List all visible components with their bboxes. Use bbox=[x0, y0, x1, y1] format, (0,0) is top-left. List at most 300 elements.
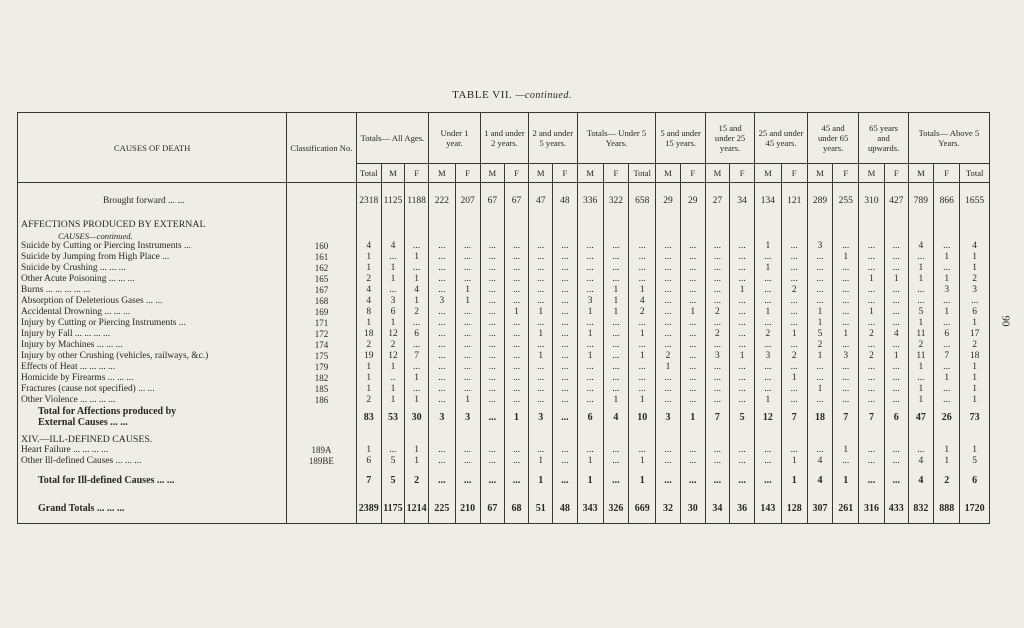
value-cell: ... bbox=[529, 274, 553, 285]
value-cell: ... bbox=[781, 395, 807, 406]
header-sub: M bbox=[480, 164, 504, 183]
value-cell: ... bbox=[833, 373, 859, 384]
value-cell: 18 bbox=[960, 351, 990, 362]
value-cell: ... bbox=[504, 285, 528, 296]
value-cell: ... bbox=[884, 340, 908, 351]
value-cell: ... bbox=[884, 467, 908, 493]
header-sub: M bbox=[429, 164, 455, 183]
value-cell: ... bbox=[529, 318, 553, 329]
value-cell: 11 bbox=[908, 351, 933, 362]
value-cell: ... bbox=[781, 340, 807, 351]
value-cell: 1 bbox=[934, 445, 960, 456]
header-causes: CAUSES OF DEATH bbox=[18, 113, 287, 183]
value-cell: ... bbox=[656, 329, 680, 340]
classification-no bbox=[287, 406, 356, 428]
value-cell: ... bbox=[833, 362, 859, 373]
value-cell: ... bbox=[429, 263, 455, 274]
value-cell: ... bbox=[577, 362, 603, 373]
value-cell: ... bbox=[755, 318, 781, 329]
value-cell: ... bbox=[629, 318, 656, 329]
value-cell: ... bbox=[755, 456, 781, 467]
value-cell bbox=[553, 230, 577, 241]
value-cell: ... bbox=[504, 445, 528, 456]
value-cell: 7 bbox=[833, 406, 859, 428]
value-cell: 261 bbox=[833, 493, 859, 524]
header-sub: F bbox=[781, 164, 807, 183]
value-cell: 5 bbox=[960, 456, 990, 467]
value-cell: ... bbox=[807, 395, 832, 406]
value-cell: 29 bbox=[680, 189, 705, 213]
value-cell: 4 bbox=[807, 456, 832, 467]
value-cell: 7 bbox=[781, 406, 807, 428]
value-cell: 26 bbox=[934, 406, 960, 428]
value-cell: ... bbox=[705, 445, 729, 456]
value-cell: 67 bbox=[480, 189, 504, 213]
value-cell: 1 bbox=[960, 318, 990, 329]
value-cell: ... bbox=[455, 384, 480, 395]
value-cell: ... bbox=[429, 274, 455, 285]
value-cell: ... bbox=[480, 285, 504, 296]
value-cell: ... bbox=[755, 373, 781, 384]
value-cell bbox=[833, 230, 859, 241]
value-cell: 1 bbox=[381, 395, 404, 406]
value-cell: ... bbox=[656, 274, 680, 285]
cause-label: Suicide by Jumping from High Place ... bbox=[18, 252, 287, 263]
cause-label: Other Acute Poisoning ... ... ... bbox=[18, 274, 287, 285]
value-cell: ... bbox=[781, 296, 807, 307]
value-cell: ... bbox=[934, 362, 960, 373]
value-cell: 207 bbox=[455, 189, 480, 213]
value-cell bbox=[629, 230, 656, 241]
value-cell: ... bbox=[730, 296, 755, 307]
table-row bbox=[18, 307, 990, 318]
value-cell: 1 bbox=[577, 467, 603, 493]
value-cell: ... bbox=[577, 285, 603, 296]
value-cell: 67 bbox=[480, 493, 504, 524]
value-cell: ... bbox=[629, 241, 656, 252]
classification-no: 175 bbox=[287, 351, 356, 362]
value-cell: ... bbox=[603, 467, 628, 493]
value-cell: ... bbox=[381, 252, 404, 263]
value-cell: 1 bbox=[381, 274, 404, 285]
value-cell: ... bbox=[553, 274, 577, 285]
classification-no: 162 bbox=[287, 263, 356, 274]
value-cell: 2 bbox=[405, 467, 429, 493]
value-cell: ... bbox=[781, 445, 807, 456]
value-cell: ... bbox=[504, 274, 528, 285]
value-cell: 3 bbox=[807, 241, 832, 252]
value-cell: ... bbox=[859, 456, 884, 467]
value-cell bbox=[553, 219, 577, 230]
value-cell: 1 bbox=[755, 395, 781, 406]
value-cell: ... bbox=[934, 296, 960, 307]
value-cell: ... bbox=[577, 445, 603, 456]
value-cell: ... bbox=[859, 340, 884, 351]
value-cell: 4 bbox=[884, 329, 908, 340]
value-cell: 34 bbox=[730, 189, 755, 213]
value-cell: ... bbox=[934, 395, 960, 406]
table-row bbox=[18, 384, 990, 395]
value-cell: ... bbox=[529, 362, 553, 373]
value-cell: ... bbox=[680, 351, 705, 362]
value-cell: ... bbox=[553, 362, 577, 373]
value-cell: ... bbox=[859, 373, 884, 384]
value-cell: ... bbox=[504, 340, 528, 351]
value-cell: ... bbox=[730, 307, 755, 318]
value-cell: ... bbox=[603, 252, 628, 263]
value-cell: 1 bbox=[934, 373, 960, 384]
classification-no bbox=[287, 189, 356, 213]
value-cell: 17 bbox=[960, 329, 990, 340]
value-cell: 6 bbox=[960, 467, 990, 493]
value-cell: 30 bbox=[680, 493, 705, 524]
value-cell: ... bbox=[480, 241, 504, 252]
value-cell bbox=[455, 434, 480, 445]
value-cell: 2 bbox=[807, 340, 832, 351]
value-cell: ... bbox=[405, 318, 429, 329]
value-cell: ... bbox=[680, 373, 705, 384]
value-cell: 1 bbox=[908, 318, 933, 329]
cause-label: Injury by Cutting or Piercing Instruments ... bbox=[18, 318, 287, 329]
value-cell: 67 bbox=[504, 189, 528, 213]
value-cell: ... bbox=[730, 263, 755, 274]
value-cell: ... bbox=[577, 252, 603, 263]
value-cell: ... bbox=[755, 362, 781, 373]
value-cell: ... bbox=[833, 263, 859, 274]
value-cell: 7 bbox=[405, 351, 429, 362]
value-cell bbox=[504, 434, 528, 445]
value-cell: ... bbox=[480, 252, 504, 263]
classification-no bbox=[287, 434, 356, 445]
value-cell: ... bbox=[480, 456, 504, 467]
header-sub: M bbox=[755, 164, 781, 183]
value-cell bbox=[807, 219, 832, 230]
value-cell bbox=[781, 434, 807, 445]
value-cell: 1 bbox=[781, 456, 807, 467]
value-cell: ... bbox=[755, 252, 781, 263]
table-row bbox=[18, 340, 990, 351]
value-cell: 1 bbox=[405, 395, 429, 406]
value-cell bbox=[480, 230, 504, 241]
value-cell: ... bbox=[429, 351, 455, 362]
value-cell: ... bbox=[884, 263, 908, 274]
value-cell: ... bbox=[730, 456, 755, 467]
value-cell: ... bbox=[603, 351, 628, 362]
value-cell: ... bbox=[529, 384, 553, 395]
value-cell: 6 bbox=[884, 406, 908, 428]
value-cell: 1 bbox=[884, 274, 908, 285]
value-cell: 5 bbox=[730, 406, 755, 428]
value-cell bbox=[730, 434, 755, 445]
value-cell: ... bbox=[755, 296, 781, 307]
cause-label bbox=[18, 406, 287, 428]
value-cell: ... bbox=[480, 406, 504, 428]
value-cell: 6 bbox=[934, 329, 960, 340]
value-cell: ... bbox=[705, 373, 729, 384]
value-cell: 1 bbox=[781, 329, 807, 340]
value-cell: ... bbox=[730, 395, 755, 406]
value-cell: ... bbox=[577, 241, 603, 252]
value-cell: ... bbox=[884, 307, 908, 318]
header-group: Totals— Under 5 Years. bbox=[577, 113, 656, 164]
value-cell bbox=[960, 230, 990, 241]
value-cell: 7 bbox=[705, 406, 729, 428]
value-cell bbox=[656, 434, 680, 445]
header-sub: F bbox=[730, 164, 755, 183]
value-cell: 669 bbox=[629, 493, 656, 524]
value-cell: ... bbox=[705, 252, 729, 263]
value-cell: 1 bbox=[455, 285, 480, 296]
value-cell: ... bbox=[656, 395, 680, 406]
cause-label: AFFECTIONS PRODUCED BY EXTERNAL bbox=[18, 219, 287, 230]
value-cell: ... bbox=[859, 318, 884, 329]
value-cell: 1 bbox=[960, 373, 990, 384]
header-sub: F bbox=[884, 164, 908, 183]
value-cell: 2 bbox=[859, 329, 884, 340]
value-cell: 3 bbox=[656, 406, 680, 428]
value-cell: 4 bbox=[356, 285, 381, 296]
value-cell: ... bbox=[603, 340, 628, 351]
value-cell: 12 bbox=[381, 351, 404, 362]
value-cell: 1 bbox=[356, 263, 381, 274]
value-cell bbox=[960, 434, 990, 445]
cause-label: Grand Totals ... ... ... bbox=[18, 493, 287, 524]
value-cell: 2 bbox=[356, 340, 381, 351]
classification-no bbox=[287, 219, 356, 230]
value-cell: ... bbox=[884, 362, 908, 373]
value-cell: 5 bbox=[807, 329, 832, 340]
value-cell: 1 bbox=[405, 445, 429, 456]
classification-no: 182 bbox=[287, 373, 356, 384]
value-cell: 4 bbox=[629, 296, 656, 307]
value-cell: ... bbox=[705, 274, 729, 285]
table-row bbox=[18, 329, 990, 340]
value-cell: 1125 bbox=[381, 189, 404, 213]
value-cell bbox=[429, 230, 455, 241]
value-cell: ... bbox=[730, 467, 755, 493]
value-cell: 1 bbox=[629, 329, 656, 340]
value-cell: ... bbox=[680, 241, 705, 252]
value-cell: 1 bbox=[455, 395, 480, 406]
value-cell: 1 bbox=[833, 329, 859, 340]
value-cell: ... bbox=[455, 340, 480, 351]
value-cell: 4 bbox=[960, 241, 990, 252]
header-sub: M bbox=[705, 164, 729, 183]
value-cell: ... bbox=[603, 263, 628, 274]
value-cell: ... bbox=[455, 252, 480, 263]
value-cell: ... bbox=[833, 285, 859, 296]
value-cell: ... bbox=[680, 329, 705, 340]
value-cell: ... bbox=[577, 340, 603, 351]
value-cell: ... bbox=[730, 241, 755, 252]
value-cell bbox=[934, 230, 960, 241]
table-row bbox=[18, 318, 990, 329]
cause-label: Heart Failure ... ... ... ... bbox=[18, 445, 287, 456]
value-cell: 1 bbox=[730, 285, 755, 296]
value-cell: ... bbox=[833, 296, 859, 307]
header-sub: M bbox=[577, 164, 603, 183]
value-cell bbox=[755, 219, 781, 230]
value-cell: 4 bbox=[356, 241, 381, 252]
table-row bbox=[18, 395, 990, 406]
value-cell: ... bbox=[629, 274, 656, 285]
value-cell: ... bbox=[705, 241, 729, 252]
value-cell: 1 bbox=[577, 351, 603, 362]
value-cell: ... bbox=[656, 241, 680, 252]
value-cell: ... bbox=[755, 384, 781, 395]
table-row bbox=[18, 373, 990, 384]
value-cell bbox=[680, 434, 705, 445]
header-group: 45 and under 65 years. bbox=[807, 113, 859, 164]
value-cell: ... bbox=[455, 456, 480, 467]
value-cell bbox=[603, 219, 628, 230]
value-cell: ... bbox=[656, 296, 680, 307]
classification-no: 179 bbox=[287, 362, 356, 373]
table-row bbox=[18, 362, 990, 373]
value-cell: ... bbox=[629, 263, 656, 274]
value-cell: ... bbox=[807, 252, 832, 263]
classification-no bbox=[287, 230, 356, 241]
value-cell: 225 bbox=[429, 493, 455, 524]
value-cell: ... bbox=[859, 263, 884, 274]
value-cell: 1 bbox=[577, 307, 603, 318]
table-title: TABLE VII. —continued. bbox=[452, 89, 572, 101]
header-sub: Total bbox=[356, 164, 381, 183]
value-cell: ... bbox=[656, 252, 680, 263]
value-cell: ... bbox=[859, 467, 884, 493]
value-cell: ... bbox=[781, 362, 807, 373]
value-cell: ... bbox=[480, 263, 504, 274]
value-cell: ... bbox=[529, 445, 553, 456]
value-cell: 1 bbox=[807, 384, 832, 395]
value-cell: 3 bbox=[429, 296, 455, 307]
value-cell: 6 bbox=[356, 456, 381, 467]
value-cell: ... bbox=[529, 395, 553, 406]
value-cell: 34 bbox=[705, 493, 729, 524]
value-cell bbox=[730, 219, 755, 230]
cause-label: Total for Ill-defined Causes ... ... bbox=[18, 467, 287, 493]
value-cell: 1 bbox=[807, 318, 832, 329]
value-cell: ... bbox=[553, 351, 577, 362]
value-cell: 1 bbox=[629, 456, 656, 467]
cause-label: Injury by Fall ... ... ... ... bbox=[18, 329, 287, 340]
table-row bbox=[18, 274, 990, 285]
value-cell: 2 bbox=[960, 274, 990, 285]
value-cell: ... bbox=[504, 252, 528, 263]
value-cell bbox=[577, 434, 603, 445]
classification-no: 171 bbox=[287, 318, 356, 329]
value-cell bbox=[781, 219, 807, 230]
value-cell: ... bbox=[755, 285, 781, 296]
value-cell: ... bbox=[680, 318, 705, 329]
value-cell: ... bbox=[833, 340, 859, 351]
value-cell: 1 bbox=[960, 384, 990, 395]
value-cell: 1 bbox=[405, 373, 429, 384]
value-cell: 4 bbox=[908, 467, 933, 493]
value-cell bbox=[807, 230, 832, 241]
value-cell: ... bbox=[504, 395, 528, 406]
value-cell: ... bbox=[504, 318, 528, 329]
value-cell: ... bbox=[480, 274, 504, 285]
value-cell: ... bbox=[529, 252, 553, 263]
value-cell: ... bbox=[755, 340, 781, 351]
value-cell: ... bbox=[529, 285, 553, 296]
value-cell: ... bbox=[629, 373, 656, 384]
header-sub: F bbox=[553, 164, 577, 183]
value-cell: ... bbox=[884, 296, 908, 307]
value-cell bbox=[603, 434, 628, 445]
value-cell: 1 bbox=[629, 467, 656, 493]
value-cell: ... bbox=[656, 318, 680, 329]
value-cell: ... bbox=[504, 362, 528, 373]
value-cell bbox=[381, 230, 404, 241]
value-cell: ... bbox=[405, 241, 429, 252]
value-cell: 1 bbox=[381, 362, 404, 373]
value-cell: ... bbox=[833, 318, 859, 329]
value-cell: 1 bbox=[603, 395, 628, 406]
value-cell bbox=[884, 434, 908, 445]
value-cell: 789 bbox=[908, 189, 933, 213]
value-cell: ... bbox=[807, 445, 832, 456]
classification-no: 189BE bbox=[287, 456, 356, 467]
table-row bbox=[18, 351, 990, 362]
value-cell: ... bbox=[656, 340, 680, 351]
value-cell: 307 bbox=[807, 493, 832, 524]
value-cell bbox=[755, 434, 781, 445]
header-sub: M bbox=[529, 164, 553, 183]
value-cell: 832 bbox=[908, 493, 933, 524]
value-cell: ... bbox=[705, 296, 729, 307]
value-cell bbox=[755, 230, 781, 241]
value-cell: 3 bbox=[381, 296, 404, 307]
value-cell: 427 bbox=[884, 189, 908, 213]
value-cell: ... bbox=[529, 373, 553, 384]
value-cell: ... bbox=[807, 296, 832, 307]
value-cell: 866 bbox=[934, 189, 960, 213]
value-cell: 343 bbox=[577, 493, 603, 524]
value-cell: ... bbox=[577, 384, 603, 395]
total-label-line: Total for Affections produced by bbox=[38, 406, 177, 417]
value-cell: ... bbox=[603, 384, 628, 395]
header-sub: M bbox=[656, 164, 680, 183]
header-classification: Classification No. bbox=[287, 113, 356, 183]
value-cell: 1 bbox=[807, 351, 832, 362]
value-cell: 1 bbox=[934, 456, 960, 467]
value-cell: ... bbox=[480, 362, 504, 373]
header-sub: Total bbox=[960, 164, 990, 183]
value-cell: ... bbox=[908, 445, 933, 456]
value-cell: ... bbox=[455, 307, 480, 318]
value-cell: 4 bbox=[356, 296, 381, 307]
value-cell bbox=[504, 230, 528, 241]
value-cell: ... bbox=[553, 467, 577, 493]
value-cell: ... bbox=[405, 263, 429, 274]
value-cell: 1 bbox=[859, 274, 884, 285]
value-cell: 3 bbox=[934, 285, 960, 296]
value-cell bbox=[356, 230, 381, 241]
cause-label: Burns ... ... ... ... ... bbox=[18, 285, 287, 296]
value-cell: 310 bbox=[859, 189, 884, 213]
value-cell: ... bbox=[934, 318, 960, 329]
value-cell bbox=[381, 434, 404, 445]
value-cell: ... bbox=[455, 362, 480, 373]
value-cell: ... bbox=[656, 263, 680, 274]
value-cell: ... bbox=[730, 329, 755, 340]
value-cell: ... bbox=[529, 241, 553, 252]
value-cell: ... bbox=[504, 384, 528, 395]
value-cell: ... bbox=[680, 340, 705, 351]
value-cell: ... bbox=[455, 241, 480, 252]
